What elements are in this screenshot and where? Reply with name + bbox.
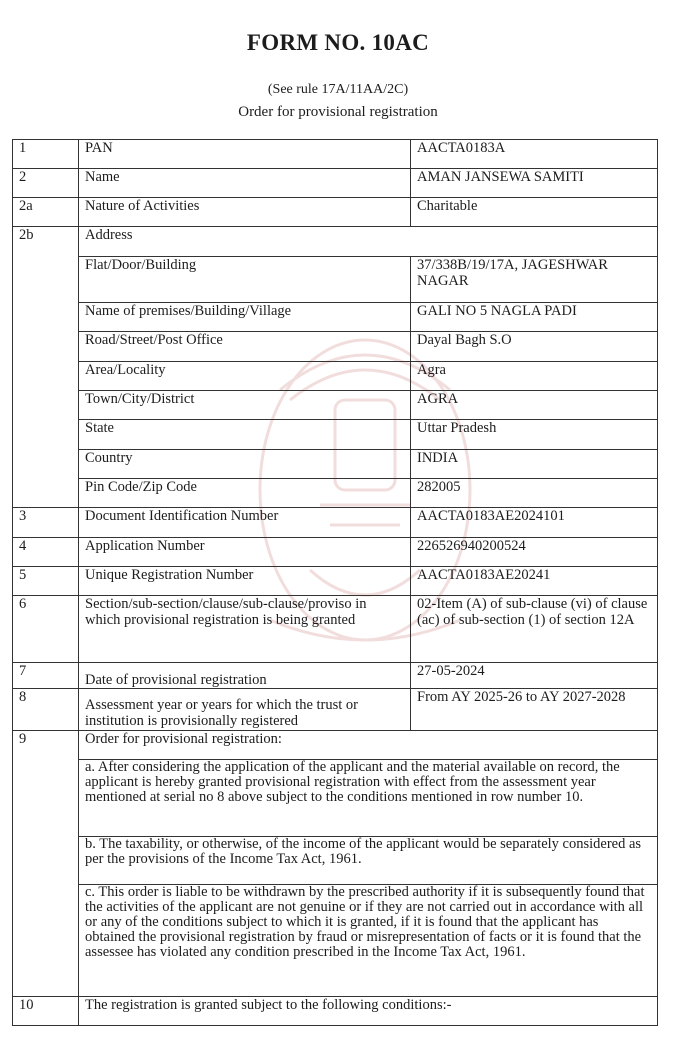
- document-id-value: AACTA0183AE2024101: [411, 508, 658, 538]
- pan-value: AACTA0183A: [411, 140, 658, 169]
- row-number: 3: [13, 508, 79, 538]
- row-number: 10: [13, 997, 79, 1026]
- order-clause-a-text: a. After considering the application of the applicant and the material available on record, the applicant is hereby granted provisional registration with effect from the assessment year mentioned at serial no 8 above subject to the conditions mentioned in row number 10.: [79, 760, 658, 837]
- assessment-year-label: Assessment year or years for which the trust or institution is provisionally registered: [79, 689, 411, 731]
- area-value: Agra: [411, 362, 658, 391]
- premises-value: GALI NO 5 NAGLA PADI: [411, 303, 658, 332]
- state-label: State: [79, 420, 411, 450]
- row-name: [13, 169, 658, 198]
- assessment-year-value: From AY 2025-26 to AY 2027-2028: [411, 689, 658, 731]
- row-application-number: [13, 538, 658, 567]
- address-row: [13, 257, 658, 303]
- section-label: Section/sub-section/clause/sub-clause/proviso in which provisional registration is being granted: [79, 596, 411, 663]
- date-value: 27-05-2024: [411, 663, 658, 689]
- address-row: [13, 420, 658, 450]
- row-date: [13, 663, 658, 689]
- flat-value: 37/338B/19/17A, JAGESHWAR NAGAR: [411, 257, 658, 303]
- address-row: [13, 362, 658, 391]
- flat-label: Flat/Door/Building: [79, 257, 411, 303]
- address-row: [13, 303, 658, 332]
- registration-number-value: AACTA0183AE20241: [411, 567, 658, 596]
- application-number-value: 226526940200524: [411, 538, 658, 567]
- area-label: Area/Locality: [79, 362, 411, 391]
- order-clause-c-text: c. This order is liable to be withdrawn by the prescribed authority if it is subsequently found that the activities of the applicant are not genuine or if they are not carried out in accordance with all or any of the conditions subject to which it is granted, if it is found that the applicant has obtained the provisional registration by fraud or misrepresentation of facts or it is found that the assessee has violated any condition prescribed in the Income Tax Act, 1961.: [79, 885, 658, 997]
- registration-number-label: Unique Registration Number: [79, 567, 411, 596]
- row-number: 2a: [13, 198, 79, 227]
- pan-label: PAN: [79, 140, 411, 169]
- section-value: 02-Item (A) of sub-clause (vi) of clause (ac) of sub-section (1) of section 12A: [411, 596, 658, 663]
- nature-label: Nature of Activities: [79, 198, 411, 227]
- row-section: [13, 596, 658, 663]
- road-label: Road/Street/Post Office: [79, 332, 411, 362]
- row-pan: [13, 140, 658, 169]
- row-number: 2b: [13, 227, 79, 508]
- registration-table: [12, 139, 658, 1026]
- row-number: 1: [13, 140, 79, 169]
- address-row: [13, 479, 658, 508]
- application-number-label: Application Number: [79, 538, 411, 567]
- row-number: 8: [13, 689, 79, 731]
- address-label: Address: [79, 227, 658, 257]
- pin-value: 282005: [411, 479, 658, 508]
- name-value: AMAN JANSEWA SAMITI: [411, 169, 658, 198]
- order-clause-b-text: b. The taxability, or otherwise, of the income of the applicant would be separately considered as per the provisions of the Income Tax Act, 1961.: [79, 837, 658, 885]
- row-number: 2: [13, 169, 79, 198]
- row-number: 4: [13, 538, 79, 567]
- order-clause-b: [13, 837, 658, 885]
- row-document-id: [13, 508, 658, 538]
- row-number: 9: [13, 731, 79, 997]
- row-number: 5: [13, 567, 79, 596]
- name-label: Name: [79, 169, 411, 198]
- state-value: Uttar Pradesh: [411, 420, 658, 450]
- row-conditions: [13, 997, 658, 1026]
- row-nature: [13, 198, 658, 227]
- row-number: 7: [13, 663, 79, 689]
- row-registration-number: [13, 567, 658, 596]
- order-clause-a: [13, 760, 658, 837]
- rule-reference: (See rule 17A/11AA/2C): [267, 82, 409, 97]
- road-value: Dayal Bagh S.O: [411, 332, 658, 362]
- document-id-label: Document Identification Number: [79, 508, 411, 538]
- form-subtitle: Order for provisional registration: [238, 104, 438, 120]
- form-title: FORM NO. 10AC: [246, 30, 430, 55]
- row-number: 6: [13, 596, 79, 663]
- order-clause-c: [13, 885, 658, 997]
- address-row: [13, 332, 658, 362]
- address-row: [13, 450, 658, 479]
- row-assessment-year: [13, 689, 658, 731]
- town-value: AGRA: [411, 391, 658, 420]
- row-order: [13, 731, 658, 760]
- address-row: [13, 391, 658, 420]
- country-value: INDIA: [411, 450, 658, 479]
- conditions-label: The registration is granted subject to the following conditions:-: [79, 997, 658, 1026]
- date-label: Date of provisional registration: [79, 663, 411, 689]
- country-label: Country: [79, 450, 411, 479]
- pin-label: Pin Code/Zip Code: [79, 479, 411, 508]
- order-label: Order for provisional registration:: [79, 731, 658, 760]
- row-address: [13, 227, 658, 257]
- town-label: Town/City/District: [79, 391, 411, 420]
- premises-label: Name of premises/Building/Village: [79, 303, 411, 332]
- nature-value: Charitable: [411, 198, 658, 227]
